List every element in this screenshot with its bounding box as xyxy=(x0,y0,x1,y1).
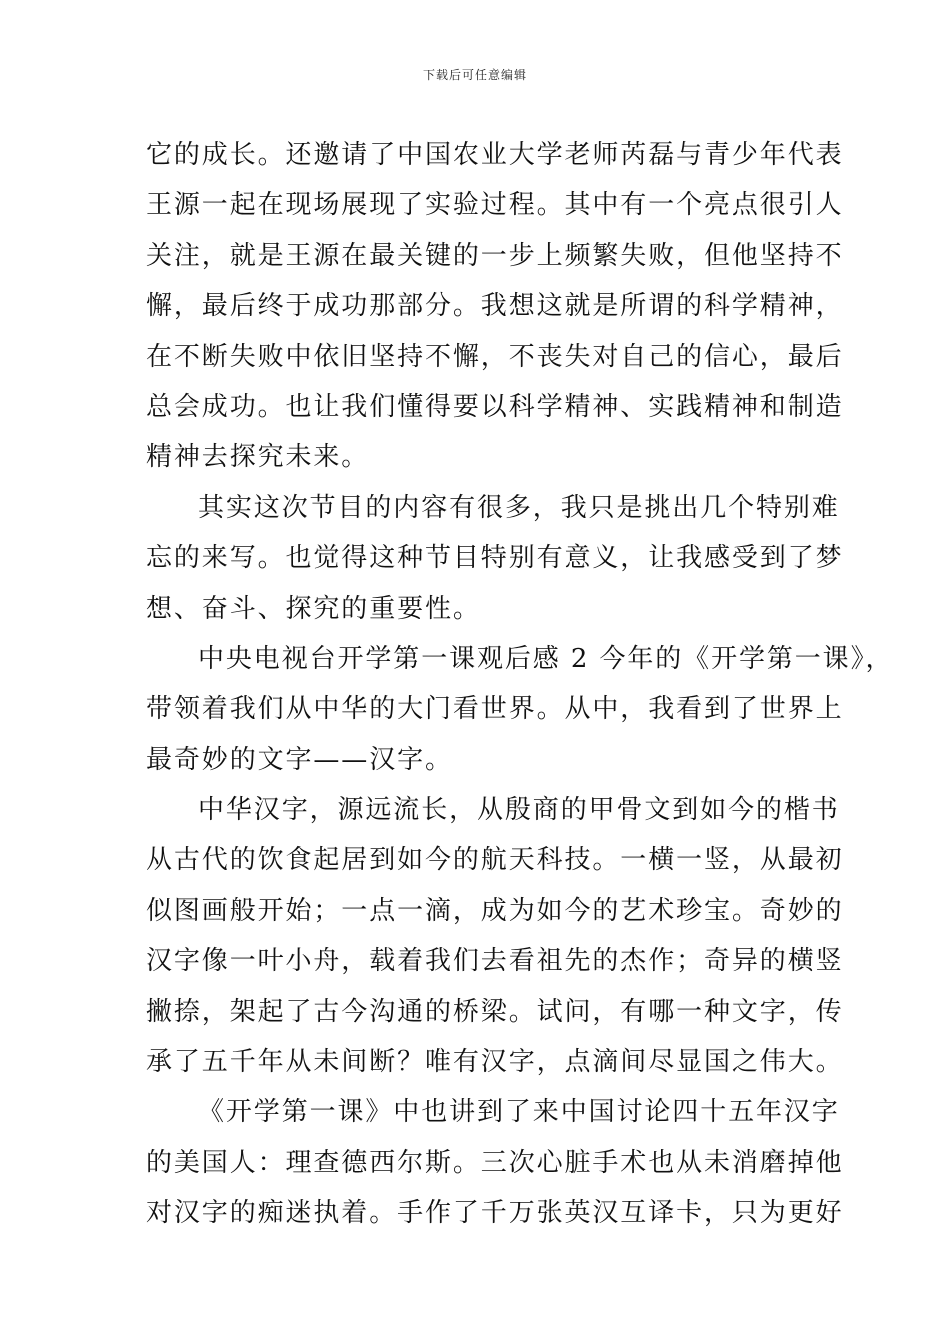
page-header: 下载后可任意编辑 xyxy=(422,68,527,82)
paragraph-start-line: 中央电视台开学第一课观后感 2 今年的《开学第一课》， xyxy=(198,643,894,674)
text-line: 似图画般开始；一点一滴，成为如今的艺术珍宝。奇妙的 xyxy=(146,895,844,926)
text-line: 从古代的饮食起居到如今的航天科技。一横一竖，从最初 xyxy=(146,845,844,876)
body-text xyxy=(146,130,894,1239)
text-line: 在不断失败中依旧坚持不懈，不丧失对自己的信心，最后 xyxy=(146,341,844,372)
text-line: 想、奋斗、探究的重要性。 xyxy=(146,593,481,624)
text-line: 最奇妙的文字——汉字。 xyxy=(146,744,453,775)
text-line: 懈，最后终于成功那部分。我想这就是所谓的科学精神， xyxy=(146,291,844,322)
paragraph-start-line: 中华汉字，源远流长，从殷商的甲骨文到如今的楷书 xyxy=(198,795,840,826)
text-line: 带领着我们从中华的大门看世界。从中，我看到了世界上 xyxy=(146,694,844,725)
text-line: 承了五千年从未间断？唯有汉字，点滴间尽显国之伟大。 xyxy=(146,1047,844,1078)
paragraph-start-line: 其实这次节目的内容有很多，我只是挑出几个特别难 xyxy=(198,492,840,523)
text-line: 总会成功。也让我们懂得要以科学精神、实践精神和制造 xyxy=(146,391,844,422)
text-line: 的美国人：理查德西尔斯。三次心脏手术也从未消磨掉他 xyxy=(146,1147,844,1178)
text-line: 撇捺，架起了古今沟通的桥梁。试问，有哪一种文字，传 xyxy=(146,996,844,1027)
paragraph-start-line: 《开学第一课》中也讲到了来中国讨论四十五年汉字 xyxy=(198,1097,840,1128)
text-line: 它的成长。还邀请了中国农业大学老师芮磊与青少年代表 xyxy=(146,140,844,170)
text-line: 关注，就是王源在最关键的一步上频繁失败，但他坚持不 xyxy=(146,240,844,271)
text-line: 忘的来写。也觉得这种节目特别有意义，让我感受到了梦 xyxy=(146,543,844,574)
text-line: 对汉字的痴迷执着。手作了千万张英汉互译卡，只为更好 xyxy=(146,1198,844,1229)
text-line: 汉字像一叶小舟，载着我们去看祖先的杰作；奇异的横竖 xyxy=(146,946,844,977)
text-line: 精神去探究未来。 xyxy=(146,442,370,473)
text-line: 王源一起在现场展现了实验过程。其中有一个亮点很引人 xyxy=(146,190,844,221)
